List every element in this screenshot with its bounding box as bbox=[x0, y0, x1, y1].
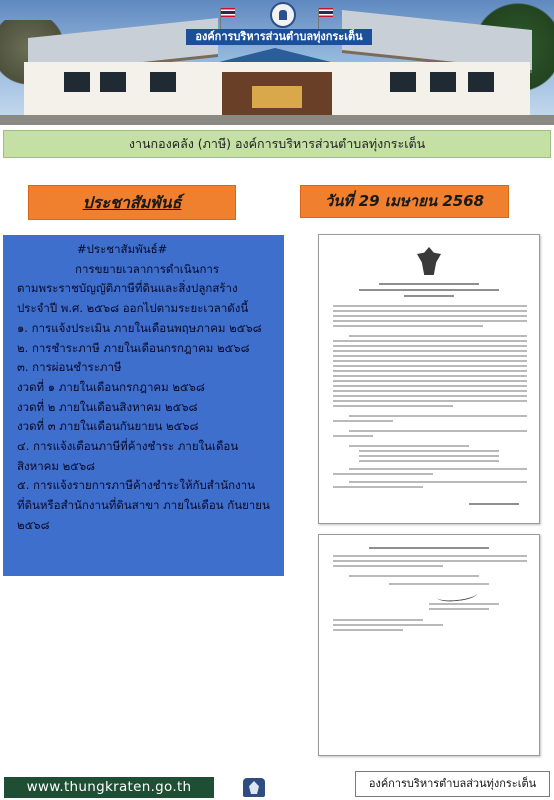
doc-text-line bbox=[333, 355, 527, 357]
official-document-page-1[interactable] bbox=[318, 234, 540, 524]
announcement-line: ๔. การแจ้งเตือนภาษีที่ค้างชำระ ภายในเดือน bbox=[17, 439, 239, 454]
department-title-bar: งานกองคลัง (ภาษี) องค์การบริหารส่วนตำบลทุ่งกระเต็น bbox=[3, 130, 551, 158]
doc-text-line bbox=[333, 555, 527, 557]
announcement-line: ๑. การแจ้งประเมิน ภายในเดือนพฤษภาคม ๒๕๖๘ bbox=[17, 320, 262, 335]
official-document-page-2[interactable] bbox=[318, 534, 540, 756]
announcement-box bbox=[3, 235, 284, 576]
doc-text-line bbox=[333, 400, 527, 402]
doc-text-line bbox=[349, 481, 527, 483]
window bbox=[390, 72, 416, 92]
window bbox=[64, 72, 90, 92]
doc-text-line bbox=[333, 629, 403, 631]
building-sign: องค์การบริหารส่วนตำบลทุ่งกระเต็น bbox=[186, 29, 372, 45]
doc-text-line bbox=[349, 445, 469, 447]
doc-text-line bbox=[429, 603, 499, 605]
announcement-hashtag: #ประชาสัมพันธ์# bbox=[77, 242, 168, 256]
thai-flag-icon bbox=[221, 8, 235, 17]
doc-text-line bbox=[333, 350, 527, 352]
doc-text-line bbox=[333, 375, 527, 377]
ground bbox=[0, 115, 554, 125]
doc-text-line bbox=[349, 468, 527, 470]
org-logo-icon bbox=[243, 778, 265, 797]
doc-text-line bbox=[333, 365, 527, 367]
announcement-line: งวดที่ ๒ ภายในเดือนสิงหาคม ๒๕๖๘ bbox=[17, 399, 198, 414]
doc-text-line bbox=[349, 415, 527, 417]
doc-text-line bbox=[349, 575, 479, 577]
announcement-line: ๕. การแจ้งรายการภาษีค้างชำระให้กับสำนักงาน bbox=[17, 478, 256, 493]
header-photo bbox=[0, 0, 554, 125]
doc-text-line bbox=[333, 473, 433, 475]
doc-text-line bbox=[333, 310, 527, 312]
doc-text-line bbox=[333, 435, 373, 437]
doc-text-line bbox=[333, 320, 527, 322]
announcement-line: ๒๕๖๘ bbox=[17, 517, 50, 532]
doc-text-line bbox=[469, 503, 519, 505]
website-link[interactable]: www.thungkraten.go.th bbox=[4, 777, 214, 798]
doc-text-line bbox=[333, 619, 423, 621]
garuda-emblem-icon bbox=[417, 247, 441, 275]
doc-text-line bbox=[349, 430, 527, 432]
doc-text-line bbox=[333, 380, 527, 382]
announcement-line: งวดที่ ๑ ภายในเดือนกรกฎาคม ๒๕๖๘ bbox=[17, 379, 205, 394]
announcement-line: ที่ดินหรือสำนักงานที่ดินสาขา ภายในเดือน กันยายน bbox=[17, 498, 270, 513]
signature-mark bbox=[437, 588, 478, 603]
doc-text-line bbox=[359, 460, 499, 462]
window bbox=[150, 72, 176, 92]
doc-text-line bbox=[333, 405, 453, 407]
doc-text-line bbox=[333, 305, 527, 307]
doc-text-line bbox=[404, 295, 454, 297]
doc-text-line bbox=[333, 624, 443, 626]
date-tag: วันที่ 29 เมษายน 2568 bbox=[300, 185, 509, 218]
doc-text-line bbox=[333, 385, 527, 387]
doc-text-line bbox=[333, 420, 393, 422]
doc-text-line bbox=[359, 289, 499, 291]
doc-text-line bbox=[333, 370, 527, 372]
window bbox=[430, 72, 456, 92]
announcement-line: งวดที่ ๓ ภายในเดือนกันยายน ๒๕๖๘ bbox=[17, 419, 199, 434]
doc-text-line bbox=[333, 360, 527, 362]
doc-text-line bbox=[333, 315, 527, 317]
doc-text-line bbox=[349, 335, 527, 337]
doc-text-line bbox=[333, 565, 443, 567]
doc-text-line bbox=[359, 450, 499, 452]
doc-text-line bbox=[389, 583, 489, 585]
public-relations-tag: ประชาสัมพันธ์ bbox=[28, 185, 236, 220]
doc-text-line bbox=[333, 486, 423, 488]
doc-text-line bbox=[333, 325, 483, 327]
doc-text-line bbox=[333, 390, 527, 392]
doc-text-line bbox=[333, 395, 527, 397]
doc-text-line bbox=[429, 608, 489, 610]
doc-text-line bbox=[333, 560, 527, 562]
thai-flag-icon bbox=[319, 8, 333, 17]
announcement-line: ๒. การชำระภาษี ภายในเดือนกรกฎาคม ๒๕๖๘ bbox=[17, 340, 250, 355]
announcement-line: การขยายเวลาการดำเนินการ bbox=[75, 261, 220, 276]
organization-name: องค์การบริหารตำบลส่วนทุ่งกระเต็น bbox=[355, 771, 550, 797]
announcement-line: ประจำปี พ.ศ. ๒๕๖๘ ออกไปตามระยะเวลาดังนี้ bbox=[17, 301, 249, 316]
doc-text-line bbox=[359, 455, 499, 457]
government-emblem-icon bbox=[270, 2, 296, 28]
announcement-line: สิงหาคม ๒๕๖๘ bbox=[17, 458, 96, 473]
announcement-line: ตามพระราชบัญญัติภาษีที่ดินและสิ่งปลูกสร้าง bbox=[17, 281, 238, 296]
doc-text-line bbox=[333, 345, 527, 347]
doc-text-line bbox=[333, 340, 527, 342]
announcement-line: ๓. การผ่อนชำระภาษี bbox=[17, 360, 122, 375]
doc-text-line bbox=[379, 283, 479, 285]
window bbox=[100, 72, 126, 92]
building-entrance bbox=[222, 72, 332, 117]
window bbox=[468, 72, 494, 92]
doc-text-line bbox=[369, 547, 489, 549]
